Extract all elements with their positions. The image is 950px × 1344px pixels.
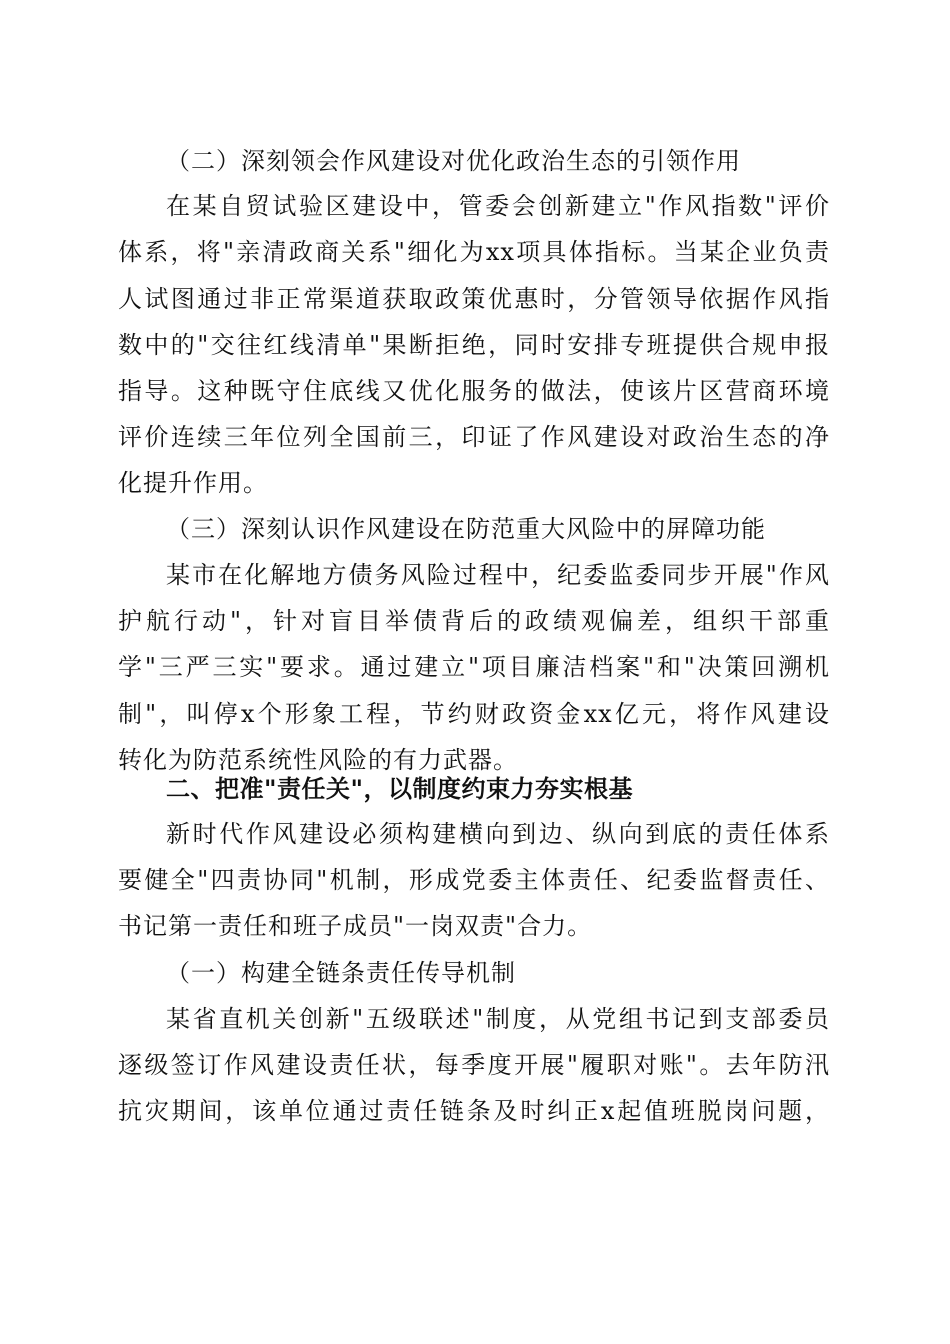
paragraph-line: 评价连续三年位列全国前三，印证了作风建设对政治生态的净: [118, 423, 830, 451]
paragraph-line: 指导。这种既守住底线又优化服务的做法，使该片区营商环境: [118, 377, 830, 405]
paragraph-line: 转化为防范系统性风险的有力武器。: [118, 746, 518, 774]
subheading-3: （三）深刻认识作风建设在防范重大风险中的屏障功能: [166, 515, 766, 543]
subheading-2: （二）深刻领会作风建设对优化政治生态的引领作用: [166, 147, 741, 175]
paragraph-line: 学"三严三实"要求。通过建立"项目廉洁档案"和"决策回溯机: [118, 653, 830, 681]
paragraph-line: 逐级签订作风建设责任状，每季度开展"履职对账"。去年防汛: [118, 1051, 830, 1079]
paragraph-line: 抗灾期间，该单位通过责任链条及时纠正x起值班脱岗问题，: [118, 1097, 830, 1125]
subheading-1: （一）构建全链条责任传导机制: [166, 959, 516, 987]
paragraph-line: 护航行动"，针对盲目举债背后的政绩观偏差，组织干部重: [118, 607, 830, 635]
paragraph-line: 制"，叫停x个形象工程，节约财政资金xx亿元，将作风建设: [118, 700, 830, 728]
section-heading: 二、把准"责任关"，以制度约束力夯实根基: [166, 775, 634, 803]
paragraph-line: 体系，将"亲清政商关系"细化为xx项具体指标。当某企业负责: [118, 238, 830, 266]
paragraph-line: 某市在化解地方债务风险过程中，纪委监委同步开展"作风: [166, 561, 830, 589]
paragraph-line: 化提升作用。: [118, 469, 268, 497]
paragraph-line: 新时代作风建设必须构建横向到边、纵向到底的责任体系: [166, 820, 830, 848]
paragraph-line: 数中的"交往红线清单"果断拒绝，同时安排专班提供合规申报: [118, 331, 830, 359]
paragraph-line: 在某自贸试验区建设中，管委会创新建立"作风指数"评价: [166, 192, 830, 220]
paragraph-line: 人试图通过非正常渠道获取政策优惠时，分管领导依据作风指: [118, 285, 830, 313]
paragraph-line: 要健全"四责协同"机制，形成党委主体责任、纪委监督责任、: [118, 866, 830, 894]
paragraph-line: 书记第一责任和班子成员"一岗双责"合力。: [118, 912, 593, 940]
paragraph-line: 某省直机关创新"五级联述"制度，从党组书记到支部委员: [166, 1005, 830, 1033]
